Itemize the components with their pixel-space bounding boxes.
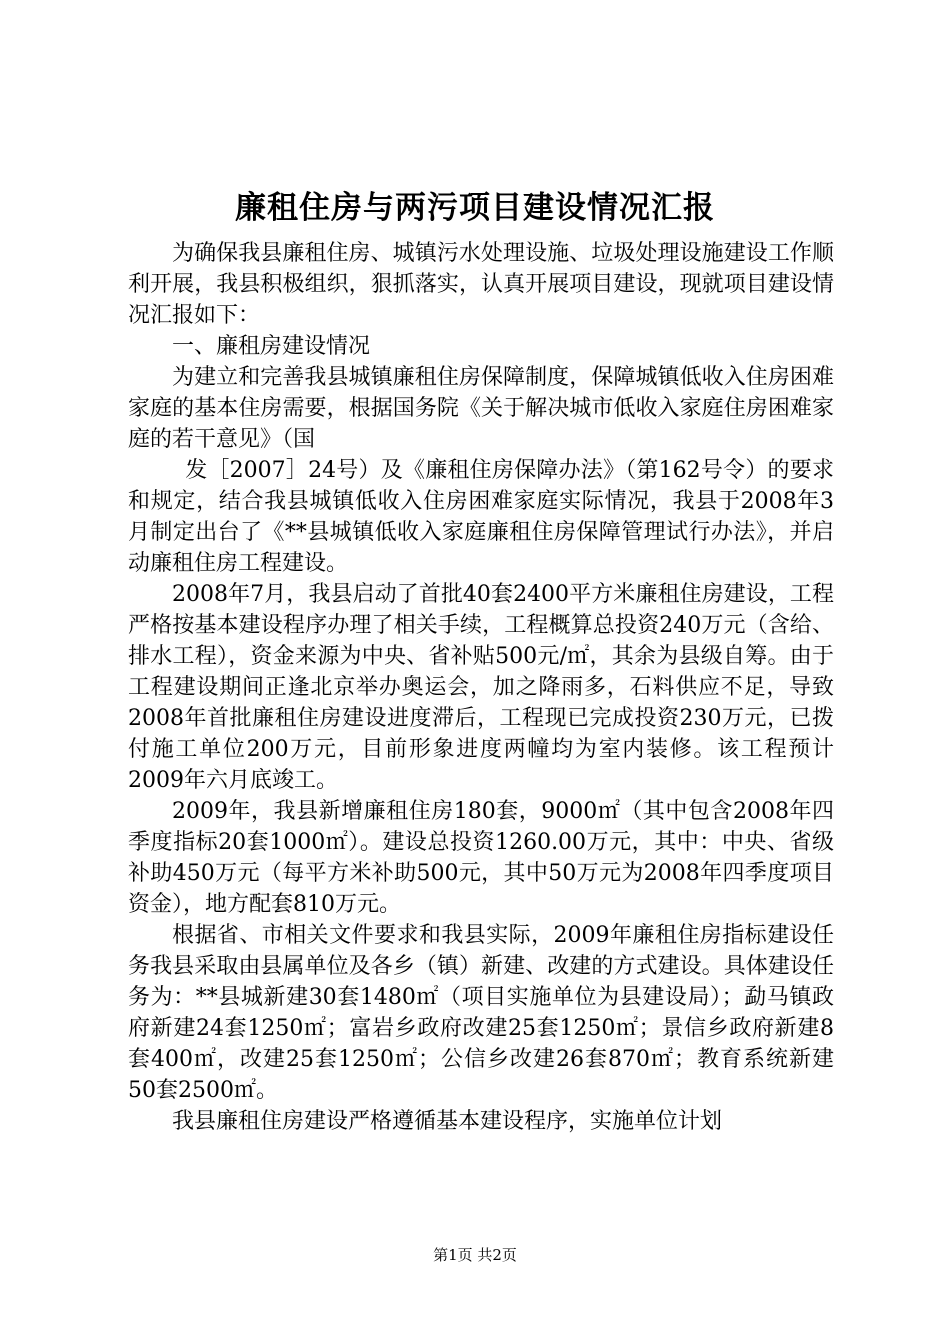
document-body xyxy=(128,238,834,1137)
paragraph-policy: 为建立和完善我县城镇廉租住房保障制度，保障城镇低收入住房困难家庭的基本住房需要，根据国务院《关于解决城市低收入家庭住房困难家庭的若干意见》（国 xyxy=(128,365,834,452)
page-footer: 第1页 共2页 xyxy=(433,1246,517,1264)
paragraph-2008: 2008年7月，我县启动了首批40套2400平方米廉租住房建设，工程严格按基本建设程序办理了相关手续，工程概算总投资240万元（含给、排水工程），资金来源为中央、省补贴500元/㎡，其余为县级自筹。由于工程建设期间正逢北京举办奥运会，加之降雨多，石料供应不足，导致2008年首批廉租住房建设进度滞后，工程现已完成投资230万元，已拨付施工单位200万元，目前形象进度两幢均为室内装修。该工程预计2009年六月底竣工。 xyxy=(128,582,834,793)
paragraph-intro: 为确保我县廉租住房、城镇污水处理设施、垃圾处理设施建设工作顺利开展，我县积极组织，狠抓落实，认真开展项目建设，现就项目建设情况汇报如下： xyxy=(128,241,834,328)
section-heading-1: 一、廉租房建设情况 xyxy=(172,334,371,359)
document-title: 廉租住房与两污项目建设情况汇报 xyxy=(235,190,715,226)
paragraph-2009: 2009年，我县新增廉租住房180套，9000㎡（其中包含2008年四季度指标20套1000㎡）。建设总投资1260.00万元，其中：中央、省级补助450万元（每平方米补助500元，其中50万元为2008年四季度项目资金），地方配套810万元。 xyxy=(128,799,834,917)
paragraph-policy-continued: 发［2007］24号）及《廉租住房保障办法》（第162号令）的要求和规定，结合我县城镇低收入住房困难家庭实际情况，我县于2008年3月制定出台了《**县城镇低收入家庭廉租住房保障管理试行办法》，并启动廉租住房工程建设。 xyxy=(128,458,834,576)
paragraph-tasks: 根据省、市相关文件要求和我县实际，2009年廉租住房指标建设任务我县采取由县属单位及各乡（镇）新建、改建的方式建设。具体建设任务为：**县城新建30套1480㎡（项目实施单位为县建设局）；勐马镇政府新建24套1250㎡；富岩乡政府改建25套1250㎡；景信乡政府新建8套400㎡，改建25套1250㎡；公信乡改建26套870㎡；教育系统新建50套2500㎡。 xyxy=(128,923,834,1103)
paragraph-procedure: 我县廉租住房建设严格遵循基本建设程序，实施单位计划 xyxy=(172,1109,723,1134)
